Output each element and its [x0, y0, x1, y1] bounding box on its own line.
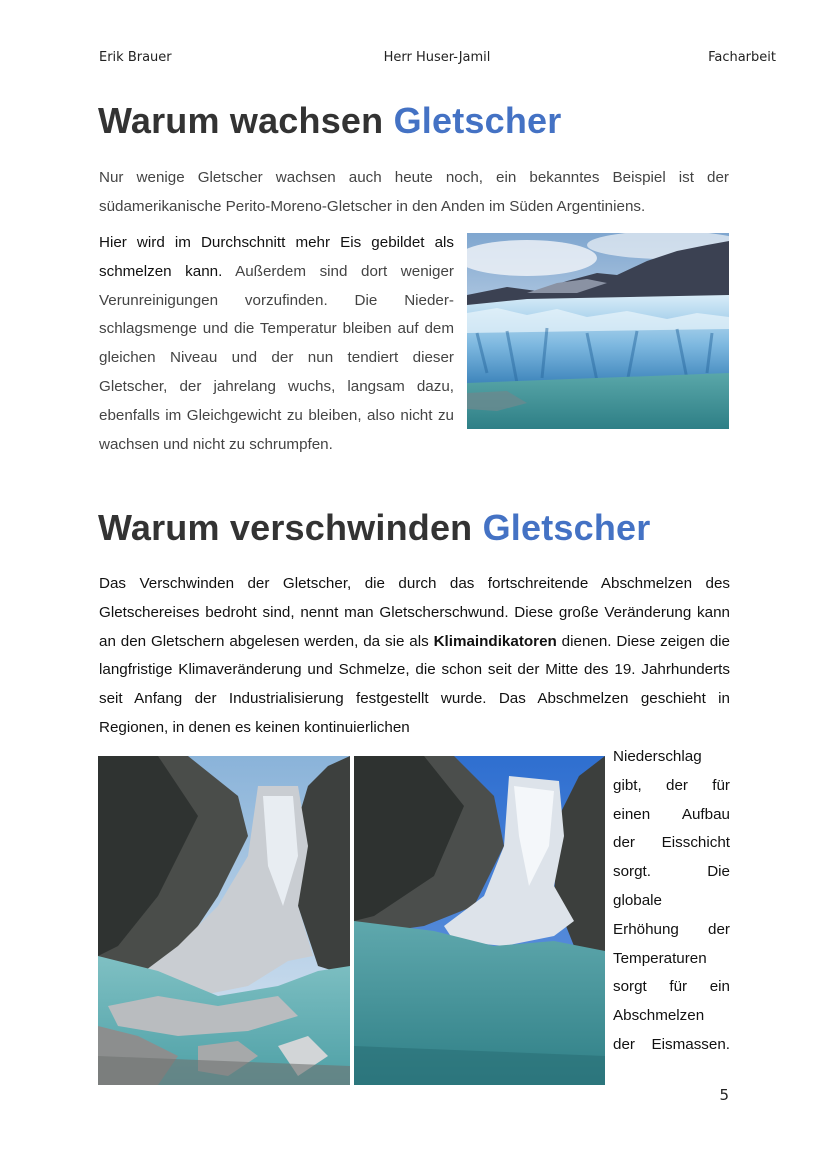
page-number: 5: [719, 1086, 729, 1104]
side-line: Niederschlag: [613, 748, 702, 765]
section-2-heading-accent: Gletscher: [482, 507, 651, 548]
side-line: Temperaturen: [613, 949, 707, 967]
section-2-heading: [98, 507, 650, 549]
section-1-heading-accent: Gletscher: [393, 100, 562, 141]
side-line: globale: [613, 891, 662, 909]
perito-moreno-glacier-photo: [467, 233, 729, 429]
section-2-body-keyword: Klimaindikatoren: [433, 632, 557, 650]
side-line: Abschmelzen: [613, 1007, 705, 1025]
section-1-heading-main: Warum wachsen: [98, 100, 384, 141]
section-2-body: [99, 570, 730, 743]
glacier-photo-after: [354, 756, 605, 1085]
section-1-heading: [98, 100, 561, 142]
section-2-side-text: [613, 743, 730, 1060]
section-2-body-part2: dienen. Diese zeigen die langfristige Klimaveränderung und Schmelze, die schon seit der Mitte des 19. Jahrhunderts seit Anfang der Industrialisierung festgestellt wurde. Das Abschmelzen geschieht in Regionen, in denen es keinen kontinuierlichen: [99, 632, 730, 736]
side-line: sorgt für ein: [613, 978, 730, 996]
side-line: sorgt. Die: [613, 863, 730, 881]
section-1-intro: Nur wenige Gletscher wachsen auch heute noch, ein bekanntes Beispiel ist der südamerikanische Perito-Moreno-Gletscher in den Anden im Süden Argentiniens.: [99, 169, 729, 215]
section-2-heading-main: Warum verschwinden: [98, 507, 473, 548]
side-line: der Eisschicht: [613, 834, 730, 852]
side-line: der Eismassen.: [613, 1035, 730, 1053]
section-1-body: [99, 229, 454, 459]
section-2-body-part1: Das Verschwinden der Gletscher, die durch das fortschreitende Abschmelzen des Gletschereises bedroht sind, nennt man Gletscherschwund. Diese große Veränderung kann an den Gletschern abgelesen werden, da sie als: [99, 575, 730, 650]
section-1-body-lead: Hier wird im Durchschnitt mehr Eis gebildet als schmelzen kann.: [99, 234, 454, 280]
section-1-body-rest: Außerdem sind dort weniger Verunreinigungen vorzufinden. Die Nieder-schlagsmenge und die Temperatur bleiben auf dem gleichen Niveau und der nun tendiert dieser Gletscher, der jahrelang wuchs, langsam dazu, ebenfalls im Gleichgewicht zu bleiben, also nicht zu wachsen und nicht zu schrumpfen.: [99, 262, 454, 453]
side-line: gibt, der für: [613, 776, 730, 794]
glacier-photo-before: [98, 756, 350, 1085]
side-line: einen Aufbau: [613, 805, 730, 823]
header-teacher: Herr Huser-Jamil: [383, 50, 491, 65]
header-document-type: Facharbeit: [708, 50, 776, 65]
side-line: Erhöhung der: [613, 920, 730, 938]
header-author: Erik Brauer: [99, 50, 172, 65]
